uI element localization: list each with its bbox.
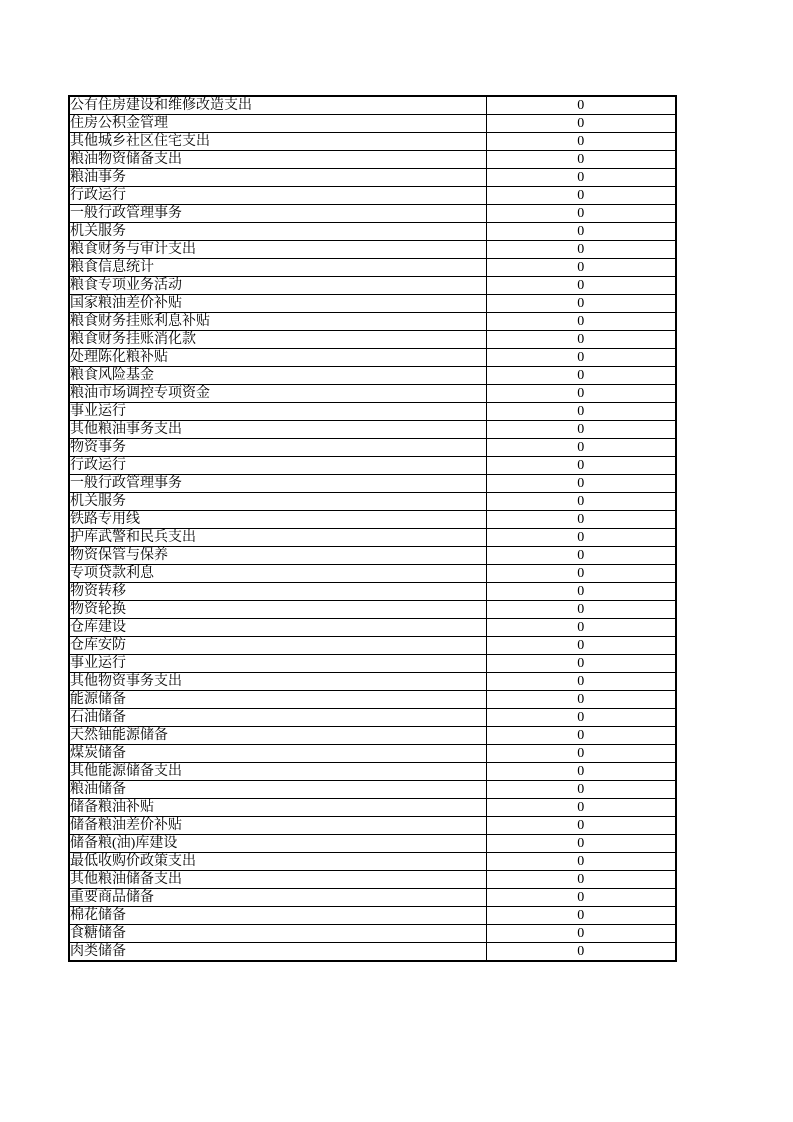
expenditure-item-cell: 一般行政管理事务	[69, 475, 486, 493]
expenditure-item-cell: 重要商品储备	[69, 889, 486, 907]
table-row	[69, 367, 676, 385]
expenditure-item-cell: 铁路专用线	[69, 511, 486, 529]
expenditure-item-cell: 储备粮(油)库建设	[69, 835, 486, 853]
table-row	[69, 853, 676, 871]
expenditure-item-cell: 粮油储备	[69, 781, 486, 799]
table-row	[69, 673, 676, 691]
expenditure-item-cell: 国家粮油差价补贴	[69, 295, 486, 313]
amount-cell: 0	[486, 853, 676, 871]
amount-cell: 0	[486, 835, 676, 853]
amount-cell: 0	[486, 655, 676, 673]
expenditure-item-cell: 储备粮油差价补贴	[69, 817, 486, 835]
table-row	[69, 943, 676, 962]
expenditure-item-cell: 能源储备	[69, 691, 486, 709]
expenditure-item-cell: 粮食财务挂账利息补贴	[69, 313, 486, 331]
amount-cell: 0	[486, 367, 676, 385]
amount-cell: 0	[486, 889, 676, 907]
expenditure-item-cell: 行政运行	[69, 187, 486, 205]
expenditure-item-cell: 食糖储备	[69, 925, 486, 943]
expenditure-item-cell: 其他能源储备支出	[69, 763, 486, 781]
expenditure-item-cell: 最低收购价政策支出	[69, 853, 486, 871]
table-row	[69, 421, 676, 439]
expenditure-item-cell: 粮食风险基金	[69, 367, 486, 385]
amount-cell: 0	[486, 475, 676, 493]
amount-cell: 0	[486, 205, 676, 223]
amount-cell: 0	[486, 907, 676, 925]
expenditure-item-cell: 公有住房建设和维修改造支出	[69, 96, 486, 115]
expenditure-item-cell: 住房公积金管理	[69, 115, 486, 133]
amount-cell: 0	[486, 493, 676, 511]
table-row	[69, 925, 676, 943]
expenditure-item-cell: 仓库安防	[69, 637, 486, 655]
table-row	[69, 475, 676, 493]
expenditure-item-cell: 粮食信息统计	[69, 259, 486, 277]
table-row	[69, 241, 676, 259]
budget-table-body	[69, 96, 676, 961]
amount-cell: 0	[486, 259, 676, 277]
budget-table	[68, 95, 677, 962]
expenditure-item-cell: 行政运行	[69, 457, 486, 475]
table-row	[69, 187, 676, 205]
expenditure-item-cell: 其他城乡社区住宅支出	[69, 133, 486, 151]
expenditure-item-cell: 其他物资事务支出	[69, 673, 486, 691]
table-row	[69, 385, 676, 403]
table-row	[69, 889, 676, 907]
expenditure-item-cell: 石油储备	[69, 709, 486, 727]
amount-cell: 0	[486, 565, 676, 583]
table-row	[69, 403, 676, 421]
amount-cell: 0	[486, 673, 676, 691]
table-row	[69, 709, 676, 727]
table-row	[69, 169, 676, 187]
amount-cell: 0	[486, 421, 676, 439]
amount-cell: 0	[486, 745, 676, 763]
table-row	[69, 511, 676, 529]
amount-cell: 0	[486, 727, 676, 745]
expenditure-item-cell: 事业运行	[69, 655, 486, 673]
expenditure-item-cell: 储备粮油补贴	[69, 799, 486, 817]
amount-cell: 0	[486, 187, 676, 205]
expenditure-item-cell: 粮食专项业务活动	[69, 277, 486, 295]
table-row	[69, 223, 676, 241]
table-row	[69, 907, 676, 925]
amount-cell: 0	[486, 763, 676, 781]
amount-cell: 0	[486, 925, 676, 943]
amount-cell: 0	[486, 799, 676, 817]
amount-cell: 0	[486, 871, 676, 889]
table-row	[69, 493, 676, 511]
expenditure-item-cell: 粮食财务挂账消化款	[69, 331, 486, 349]
expenditure-item-cell: 棉花储备	[69, 907, 486, 925]
table-row	[69, 727, 676, 745]
expenditure-item-cell: 粮食财务与审计支出	[69, 241, 486, 259]
table-row	[69, 277, 676, 295]
expenditure-item-cell: 其他粮油储备支出	[69, 871, 486, 889]
expenditure-item-cell: 事业运行	[69, 403, 486, 421]
amount-cell: 0	[486, 169, 676, 187]
table-row	[69, 151, 676, 169]
amount-cell: 0	[486, 151, 676, 169]
amount-cell: 0	[486, 385, 676, 403]
table-row	[69, 835, 676, 853]
expenditure-item-cell: 物资轮换	[69, 601, 486, 619]
table-row	[69, 817, 676, 835]
amount-cell: 0	[486, 313, 676, 331]
amount-cell: 0	[486, 241, 676, 259]
expenditure-item-cell: 肉类储备	[69, 943, 486, 962]
table-row	[69, 565, 676, 583]
table-row	[69, 439, 676, 457]
table-row	[69, 457, 676, 475]
table-row	[69, 133, 676, 151]
expenditure-item-cell: 其他粮油事务支出	[69, 421, 486, 439]
table-row	[69, 691, 676, 709]
amount-cell: 0	[486, 709, 676, 727]
amount-cell: 0	[486, 96, 676, 115]
expenditure-item-cell: 物资保管与保养	[69, 547, 486, 565]
table-row	[69, 529, 676, 547]
expenditure-item-cell: 机关服务	[69, 493, 486, 511]
amount-cell: 0	[486, 115, 676, 133]
amount-cell: 0	[486, 691, 676, 709]
table-row	[69, 259, 676, 277]
amount-cell: 0	[486, 295, 676, 313]
table-row	[69, 331, 676, 349]
expenditure-item-cell: 粮油物资储备支出	[69, 151, 486, 169]
table-row	[69, 96, 676, 115]
amount-cell: 0	[486, 403, 676, 421]
table-row	[69, 745, 676, 763]
amount-cell: 0	[486, 781, 676, 799]
amount-cell: 0	[486, 529, 676, 547]
amount-cell: 0	[486, 133, 676, 151]
amount-cell: 0	[486, 943, 676, 962]
table-row	[69, 637, 676, 655]
table-row	[69, 619, 676, 637]
expenditure-item-cell: 粮油市场调控专项资金	[69, 385, 486, 403]
expenditure-item-cell: 处理陈化粮补贴	[69, 349, 486, 367]
table-row	[69, 547, 676, 565]
table-row	[69, 601, 676, 619]
table-row	[69, 763, 676, 781]
expenditure-item-cell: 煤炭储备	[69, 745, 486, 763]
amount-cell: 0	[486, 223, 676, 241]
amount-cell: 0	[486, 457, 676, 475]
table-row	[69, 655, 676, 673]
amount-cell: 0	[486, 583, 676, 601]
expenditure-item-cell: 物资事务	[69, 439, 486, 457]
amount-cell: 0	[486, 619, 676, 637]
expenditure-item-cell: 一般行政管理事务	[69, 205, 486, 223]
expenditure-item-cell: 仓库建设	[69, 619, 486, 637]
table-row	[69, 781, 676, 799]
expenditure-item-cell: 专项贷款利息	[69, 565, 486, 583]
expenditure-item-cell: 天然铀能源储备	[69, 727, 486, 745]
table-row	[69, 115, 676, 133]
amount-cell: 0	[486, 817, 676, 835]
table-row	[69, 799, 676, 817]
table-row	[69, 313, 676, 331]
expenditure-item-cell: 物资转移	[69, 583, 486, 601]
amount-cell: 0	[486, 439, 676, 457]
amount-cell: 0	[486, 637, 676, 655]
expenditure-item-cell: 粮油事务	[69, 169, 486, 187]
amount-cell: 0	[486, 331, 676, 349]
table-row	[69, 871, 676, 889]
expenditure-item-cell: 护库武警和民兵支出	[69, 529, 486, 547]
amount-cell: 0	[486, 601, 676, 619]
amount-cell: 0	[486, 511, 676, 529]
amount-cell: 0	[486, 547, 676, 565]
table-row	[69, 349, 676, 367]
table-row	[69, 205, 676, 223]
amount-cell: 0	[486, 277, 676, 295]
expenditure-item-cell: 机关服务	[69, 223, 486, 241]
table-row	[69, 295, 676, 313]
amount-cell: 0	[486, 349, 676, 367]
table-row	[69, 583, 676, 601]
